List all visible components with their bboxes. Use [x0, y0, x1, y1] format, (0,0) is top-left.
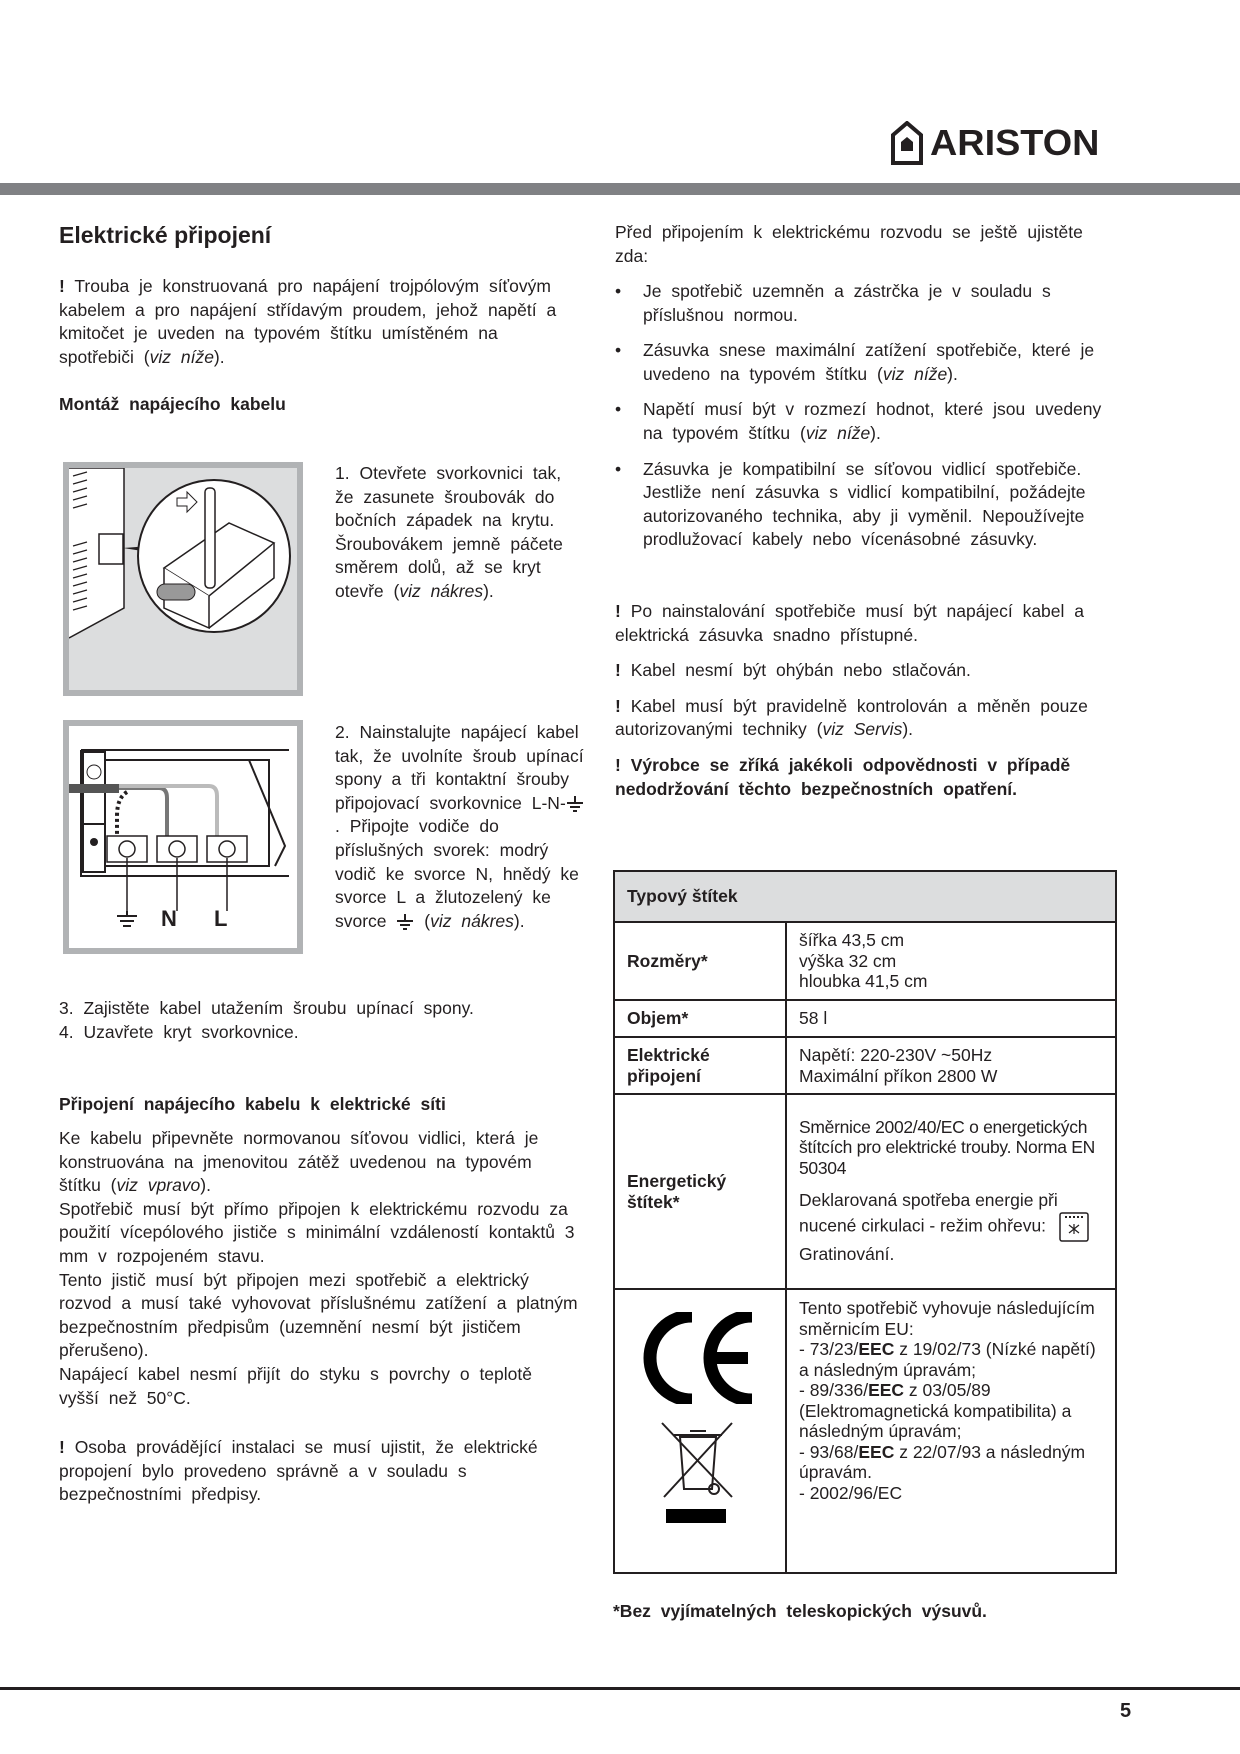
ground-symbol-icon — [396, 914, 414, 930]
directive-number: - 89/336/ — [799, 1380, 869, 1400]
house-logo-icon — [890, 121, 924, 165]
grid-p2: Spotřebič musí být přímo připojen k elektrickému rozvodu za použití vícepólového jističe s minimální vzdáleností kontaktů 3 mm v rozpojeném stavu. — [59, 1198, 575, 1266]
warning-mark: ! — [59, 276, 65, 296]
mount-title: Montáž napájecího kabelu — [59, 394, 286, 414]
step-1-end: ). — [483, 580, 494, 601]
energy-consumption: Deklarovaná spotřeba energie při nucené cirkulaci - režim ohřevu: — [799, 1190, 1058, 1236]
row-label: Elektrické připojení — [614, 1037, 786, 1094]
table-header-row — [614, 871, 1116, 922]
page-number: 5 — [1120, 1700, 1132, 1722]
step-4: 4. Uzavřete kryt svorkovnice. — [59, 1021, 299, 1042]
directive-desc: z 03/05/89 (Elektromagnetická kompatibilita) a následným úpravám; — [799, 1380, 1072, 1441]
note-2 — [615, 659, 1105, 683]
step-2-body-2: . Připojte vodiče do příslušných svorek: modrý vodič ke svorce N, hnědý ke svorce L a žlutozelený ke svorce — [335, 816, 579, 931]
note-4-text: Výrobce se zříká jakékoli odpovědnosti v případě nedodržování těchto bezpečnostních opatření. — [615, 754, 1071, 799]
step-2-italic: viz nákres — [430, 910, 514, 931]
directive-desc: z 22/07/93 a následným úpravám. — [799, 1441, 1086, 1482]
eu-directive-3 — [799, 1442, 1103, 1483]
header-bar — [0, 183, 1240, 195]
dimension-height: výška 32 cm — [799, 950, 897, 971]
step-2-end: ). — [513, 910, 525, 931]
checklist-text: Zásuvka je kompatibilní se síťovou vidlicí spotřebiče. Jestliže není zásuvka s vidlicí kompatibilní, požádejte autorizovaného technika, aby ji vyměnil. Nepoužívejte prodlužovací kabely nebo vícenásobné zásuvky. — [643, 458, 1086, 550]
row-value — [786, 922, 1116, 1000]
warning-mark: ! — [59, 1437, 65, 1457]
warning-mark: ! — [615, 695, 621, 716]
checklist-item — [615, 280, 1105, 327]
ce-mark-icon — [640, 1312, 760, 1404]
max-power: Maximální příkon 2800 W — [799, 1065, 998, 1086]
grid-p1-end: ). — [200, 1175, 211, 1196]
ground-symbol-icon — [566, 796, 584, 812]
table-row — [614, 1000, 1116, 1037]
table-row — [614, 1037, 1116, 1094]
warning-mark: ! — [615, 754, 621, 775]
grid-connection-text — [59, 1127, 579, 1410]
directive-number: - 93/68/ — [799, 1441, 859, 1462]
grid-p1: Ke kabelu připevněte normovanou síťovou vidlici, která je konstruována na jmenovitou zátěž uvedenou na typovém štítku ( — [59, 1128, 539, 1196]
row-label: Energetický štítek* — [614, 1094, 786, 1289]
note-3-end: ). — [902, 719, 914, 740]
grid-p3: Tento jistič musí být připojen mezi spotřebič a elektrický rozvod a musí také vyhovovat příslušnému zatížení a platným bezpečnostním předpisům (uzemnění nesmí být jističem přerušeno). — [59, 1269, 578, 1361]
directive-number: - 73/23/ — [799, 1339, 859, 1359]
row-value — [786, 1094, 1116, 1289]
checklist-item — [615, 458, 1105, 552]
ariston-logo — [890, 120, 1100, 166]
eu-intro: Tento spotřebič vyhovuje následujícím směrnicím EU: — [799, 1298, 1095, 1339]
right-intro: Před připojením k elektrickému rozvodu se ještě ujistěte zda: — [615, 222, 1083, 266]
dimension-depth: hloubka 41,5 cm — [799, 971, 928, 992]
step-3: 3. Zajistěte kabel utažením šroubu upínací spony. — [59, 998, 474, 1018]
table-row — [614, 922, 1116, 1000]
note-3-text: Kabel musí být pravidelně kontrolován a měněn pouze autorizovanými techniky ( — [615, 695, 1088, 740]
checklist-italic: viz níže — [882, 363, 948, 384]
dimension-width: šířka 43,5 cm — [799, 930, 905, 951]
eu-compliance-text — [786, 1289, 1116, 1573]
live-label: L — [214, 906, 228, 931]
checklist-text: Je spotřebič uzemněn a zástrčka je v souladu s příslušnou normou. — [643, 281, 1051, 325]
neutral-label: N — [161, 906, 177, 931]
warning-mark: ! — [615, 601, 621, 621]
step-1-body: 1. Otevřete svorkovnici tak, že zasunete šroubovák do bočních západek na krytu. Šroubovákem jemně páčete směrem dolů, až se kryt otevře ( — [335, 463, 563, 601]
note-1 — [615, 600, 1105, 647]
eu-directive-4: - 2002/96/EC — [799, 1482, 903, 1503]
note-3-italic: viz Servis — [822, 719, 903, 740]
checklist-text: Zásuvka snese maximální zatížení spotřebiče, které je uvedeno na typovém štítku ( — [643, 340, 1095, 384]
grid-p4: Napájecí kabel nesmí přijít do styku s povrchy o teplotě vyšší než 50°C. — [59, 1363, 532, 1408]
voltage: Napětí: 220-230V ~50Hz — [799, 1045, 993, 1065]
terminal-block-illustration — [69, 726, 297, 948]
directive-suffix: EEC — [858, 1441, 895, 1462]
section-title: Elektrické připojení — [59, 222, 272, 248]
compliance-marks — [614, 1289, 786, 1573]
eu-directive-2 — [799, 1380, 1103, 1442]
step-1-text — [335, 462, 580, 604]
brand-name: ARISTON — [930, 122, 1100, 163]
checklist-text: Napětí musí být v rozmezí hodnot, které jsou uvedeny na typovém štítku ( — [643, 399, 1102, 443]
checklist-end: ). — [870, 422, 881, 443]
directive-desc: z 19/02/73 (Nízké napětí) a následným úpravám; — [799, 1339, 1096, 1380]
grill-mode-icon — [1059, 1212, 1089, 1242]
terminal-open-diagram — [63, 462, 303, 696]
directive-suffix: EEC — [858, 1339, 895, 1359]
row-value — [786, 1037, 1116, 1094]
intro-italic: viz níže — [149, 346, 214, 367]
eu-directive-1 — [799, 1339, 1103, 1380]
checklist-item — [615, 339, 1105, 386]
row-label: Objem* — [614, 1000, 786, 1037]
checklist-item — [615, 398, 1105, 445]
step-2-body: 2. Nainstalujte napájecí kabel tak, že uvolníte šroub upínací spony a tři kontaktní šrouby připojovací svorkovnice L-N- — [335, 722, 584, 813]
steps-3-4 — [59, 997, 599, 1044]
intro-end: ). — [213, 346, 225, 367]
footer-line — [0, 1687, 1240, 1690]
checklist — [615, 280, 1105, 564]
intro-paragraph — [59, 275, 579, 369]
note-4 — [615, 754, 1105, 801]
table-row — [614, 1094, 1116, 1289]
warning-mark: ! — [615, 660, 621, 681]
energy-directive: Směrnice 2002/40/EC o energetických štítcích pro elektrické trouby. Norma EN 50304 — [799, 1116, 1095, 1178]
grid-connection-title: Připojení napájecího kabelu k elektrické síti — [59, 1094, 446, 1114]
grid-p1-italic: viz vpravo — [116, 1175, 201, 1196]
step-2-text: 2. Nainstalujte napájecí kabel tak, že uvolníte šroub upínací spony a tři kontaktní šrouby připojovací svorkovnice L-N-. Připojte vodiče do příslušných svorek: modrý vodič ke svorce N, hnědý ke svorce L a žlutozelený ke svorce (viz nákres). — [335, 722, 584, 931]
checklist-italic: viz níže — [805, 422, 871, 443]
footnote: *Bez vyjímatelných teleskopických výsuvů. — [613, 1601, 987, 1621]
note-2-text: Kabel nesmí být ohýbán nebo stlačován. — [620, 660, 971, 681]
screwdriver-illustration — [69, 468, 297, 690]
safety-notes — [615, 600, 1105, 801]
checklist-end: ). — [947, 363, 958, 384]
installer-warning-text: Osoba provádějící instalaci se musí ujistit, že elektrické propojení bylo provedeno správně a v souladu s bezpečnostními předpisy. — [59, 1437, 538, 1505]
intro-text: Trouba je konstruovaná pro napájení trojpólovým síťovým kabelem a pro napájení střídavým proudem, jehož napětí a kmitočet je uveden na typovém štítku umístěném na spotřebiči ( — [59, 276, 557, 367]
note-1-text: Po nainstalování spotřebiče musí být napájecí kabel a elektrická zásuvka snadno přístupné. — [615, 601, 1084, 645]
note-3 — [615, 695, 1105, 742]
step-1-italic: viz nákres — [399, 580, 484, 601]
table-title: Typový štítek — [614, 871, 1116, 922]
row-label: Rozměry* — [614, 922, 786, 1000]
table-row — [614, 1289, 1116, 1573]
installer-warning — [59, 1436, 539, 1507]
terminal-wiring-diagram — [63, 720, 303, 954]
row-value: 58 l — [786, 1000, 1116, 1037]
grill-mode-label: Gratinování. — [799, 1244, 895, 1265]
rating-plate-table — [613, 870, 1117, 1574]
weee-crossed-bin-icon — [660, 1421, 740, 1531]
directive-suffix: EEC — [868, 1380, 905, 1400]
